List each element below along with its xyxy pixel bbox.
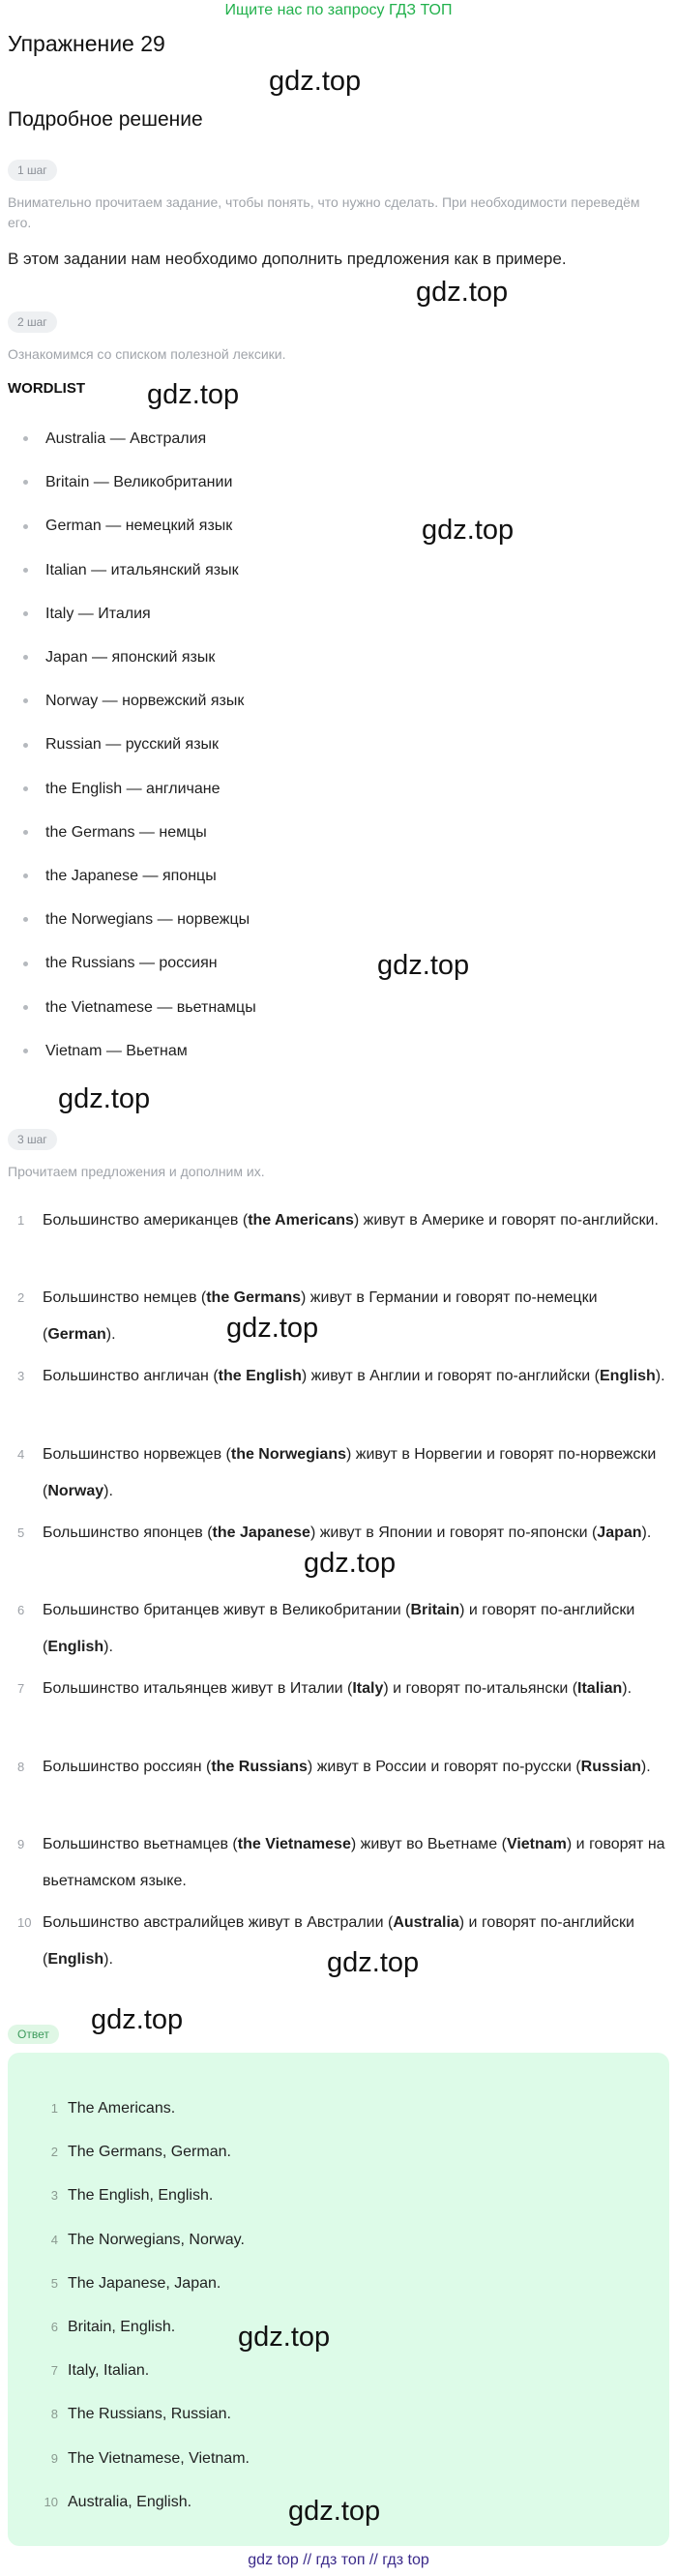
sentence-number: 10 bbox=[17, 1915, 32, 1930]
sentence-item bbox=[17, 1436, 667, 1510]
answer-number: 3 bbox=[50, 2188, 58, 2204]
sentence-fragment: ). bbox=[640, 1759, 651, 1775]
wordlist-item-text: the Norwegians — норвежцы bbox=[45, 911, 250, 929]
step-main-text: В этом задании нам необходимо дополнить предложения как в примере. bbox=[8, 250, 567, 268]
sentence-fragment: Большинство британцев живут в Великобритании ( bbox=[43, 1602, 411, 1618]
sentence-text bbox=[43, 1202, 667, 1239]
sentence-fragment: ). bbox=[641, 1525, 652, 1541]
bullet-icon bbox=[23, 611, 28, 616]
sentence-answer: English bbox=[600, 1368, 656, 1384]
bullet-icon bbox=[23, 698, 28, 703]
answer-number: 6 bbox=[50, 2320, 58, 2334]
wordlist-item-text: Vietnam — Вьетнам bbox=[45, 1042, 188, 1059]
sentence-fragment: Большинство вьетнамцев ( bbox=[43, 1836, 238, 1852]
step-description: Прочитаем предложения и дополним их. bbox=[8, 1164, 265, 1179]
sentence-number: 8 bbox=[17, 1760, 25, 1774]
answer-item bbox=[41, 2275, 221, 2293]
step-description: Внимательно прочитаем задание, чтобы понять, что нужно сделать. При необходимости переведём его. bbox=[8, 194, 640, 230]
answer-number: 10 bbox=[44, 2494, 58, 2509]
answer-number: 2 bbox=[50, 2145, 58, 2160]
answer-box bbox=[8, 2053, 669, 2546]
answer-text: Australia, English. bbox=[68, 2493, 192, 2510]
sentence-fragment: ) и говорят по-английски ( bbox=[43, 1602, 635, 1655]
sentence-text bbox=[43, 1826, 667, 1900]
answer-item bbox=[41, 2187, 213, 2205]
sentence-item bbox=[17, 1280, 667, 1353]
bullet-icon bbox=[23, 436, 28, 441]
step-badge: 1 шаг bbox=[8, 160, 57, 181]
bullet-icon bbox=[23, 480, 28, 485]
watermark: gdz.top bbox=[327, 1947, 420, 1978]
answer-text: The Americans. bbox=[68, 2100, 176, 2117]
wordlist-item-text: Russian — русский язык bbox=[45, 736, 220, 754]
bullet-icon bbox=[23, 1049, 28, 1053]
step-badge: 2 шаг bbox=[8, 311, 57, 333]
sentence-text bbox=[43, 1280, 667, 1353]
sentence-number: 6 bbox=[17, 1603, 25, 1617]
sentence-item bbox=[17, 1671, 667, 1707]
answer-number: 7 bbox=[50, 2363, 58, 2379]
sentence-item bbox=[17, 1749, 667, 1786]
sentence-fragment: ) и говорят по-итальянски ( bbox=[383, 1680, 578, 1697]
sentence-answer: the Americans bbox=[248, 1212, 354, 1229]
sentence-fragment: ) живут в Америке и говорят по-английски. bbox=[353, 1212, 659, 1229]
sentence-answer: the Norwegians bbox=[230, 1446, 346, 1463]
wordlist-item-text: the Vietnamese — вьетнамцы bbox=[45, 998, 256, 1016]
sentence-item bbox=[17, 1515, 667, 1552]
top-banner[interactable]: Ищите нас по запросу ГДЗ ТОП bbox=[224, 2, 453, 18]
sentence-answer: Japan bbox=[597, 1525, 642, 1541]
bullet-icon bbox=[23, 1005, 28, 1010]
answer-item bbox=[41, 2494, 191, 2511]
wordlist-item-text: German — немецкий язык bbox=[45, 518, 233, 535]
sentence-answer: Vietnam bbox=[506, 1836, 567, 1852]
wordlist-item bbox=[23, 1043, 188, 1060]
sentence-answer: Australia bbox=[393, 1914, 459, 1931]
sentence-answer: English bbox=[47, 1639, 104, 1655]
sentence-text bbox=[43, 1358, 667, 1395]
answer-badge: Ответ bbox=[8, 2025, 59, 2044]
wordlist-item bbox=[23, 474, 232, 491]
wordlist-item-text: Italian — итальянский язык bbox=[45, 561, 239, 578]
sentence-fragment: Большинство австралийцев живут в Австралии ( bbox=[43, 1914, 394, 1931]
wordlist-item-text: Australia — Австралия bbox=[45, 430, 207, 447]
wordlist-item-text: the Japanese — японцы bbox=[45, 868, 217, 884]
answer-item bbox=[41, 2406, 231, 2423]
answer-item bbox=[41, 2144, 231, 2161]
wordlist-item bbox=[23, 736, 219, 754]
sentence-answer: the English bbox=[218, 1368, 302, 1384]
answer-item bbox=[41, 2362, 149, 2380]
bullet-icon bbox=[23, 743, 28, 748]
answer-number: 5 bbox=[50, 2275, 58, 2291]
wordlist-item-text: Britain — Великобритании bbox=[45, 474, 233, 491]
sentence-number: 4 bbox=[17, 1447, 25, 1462]
sentence-fragment: ) живут во Вьетнаме ( bbox=[350, 1836, 507, 1852]
answer-number: 8 bbox=[50, 2407, 58, 2422]
wordlist-item bbox=[23, 649, 215, 666]
sentence-number: 2 bbox=[17, 1290, 25, 1305]
answer-text: The Russians, Russian. bbox=[68, 2406, 231, 2423]
sentence-item bbox=[17, 1826, 667, 1900]
wordlist-title: WORDLIST bbox=[8, 380, 85, 397]
answer-number: 1 bbox=[50, 2101, 58, 2116]
sentence-answer: the Vietnamese bbox=[237, 1836, 351, 1852]
answer-text: The English, English. bbox=[68, 2187, 214, 2205]
bullet-icon bbox=[23, 962, 28, 966]
sentence-fragment: Большинство норвежцев ( bbox=[43, 1446, 231, 1463]
sentence-number: 9 bbox=[17, 1837, 25, 1851]
sentence-item bbox=[17, 1202, 667, 1239]
sentence-fragment: ) живут в Японии и говорят по-японски ( bbox=[309, 1525, 598, 1541]
wordlist-item bbox=[23, 955, 218, 972]
bullet-icon bbox=[23, 917, 28, 922]
answer-text: The Japanese, Japan. bbox=[68, 2274, 221, 2292]
sentence-fragment: ) живут в Германии и говорят по-немецки ( bbox=[43, 1289, 598, 1343]
wordlist-item bbox=[23, 911, 250, 929]
sentence-text bbox=[43, 1515, 667, 1552]
watermark: gdz.top bbox=[304, 1548, 397, 1579]
wordlist-item-text: the Germans — немцы bbox=[45, 823, 207, 841]
sentence-fragment: ) живут в Англии и говорят по-английски ( bbox=[301, 1368, 600, 1384]
sentence-answer: the Russians bbox=[211, 1759, 308, 1775]
answer-text: Britain, English. bbox=[68, 2319, 176, 2335]
answer-item bbox=[41, 2319, 175, 2336]
sentence-answer: Britain bbox=[410, 1602, 460, 1618]
bullet-icon bbox=[23, 873, 28, 878]
sentence-fragment: ). bbox=[622, 1680, 633, 1697]
sentence-fragment: Большинство американцев ( bbox=[43, 1212, 249, 1229]
section-title: Подробное решение bbox=[8, 108, 203, 131]
sentence-fragment: ). bbox=[105, 1326, 116, 1343]
sentence-fragment: Большинство англичан ( bbox=[43, 1368, 219, 1384]
sentence-number: 1 bbox=[17, 1213, 25, 1228]
sentence-answer: Russian bbox=[580, 1759, 641, 1775]
sentence-text bbox=[43, 1436, 667, 1510]
wordlist-item-text: Italy — Италия bbox=[45, 605, 151, 622]
sentence-fragment: ). bbox=[103, 1951, 113, 1968]
sentence-item bbox=[17, 1358, 667, 1395]
wordlist-item bbox=[23, 430, 206, 448]
sentence-fragment: Большинство немцев ( bbox=[43, 1289, 207, 1306]
sentence-answer: Italy bbox=[352, 1680, 384, 1697]
watermark: gdz.top bbox=[58, 1083, 151, 1114]
sentence-number: 3 bbox=[17, 1369, 25, 1383]
sentence-fragment: ). bbox=[103, 1639, 113, 1655]
sentence-number: 5 bbox=[17, 1525, 25, 1540]
answer-text: The Norwegians, Norway. bbox=[68, 2231, 245, 2248]
wordlist-item-text: Japan — японский язык bbox=[45, 649, 216, 666]
watermark: gdz.top bbox=[147, 379, 240, 410]
step-badge: 3 шаг bbox=[8, 1129, 57, 1150]
watermark: gdz.top bbox=[269, 66, 362, 97]
page-title: Упражнение 29 bbox=[8, 31, 165, 56]
sentence-text bbox=[43, 1671, 667, 1707]
answer-number: 4 bbox=[50, 2232, 58, 2247]
sentence-answer: English bbox=[47, 1951, 104, 1968]
watermark: gdz.top bbox=[91, 2004, 184, 2035]
sentence-answer: the Germans bbox=[206, 1289, 302, 1306]
sentence-fragment: ). bbox=[103, 1483, 113, 1499]
wordlist-item-text: Norway — норвежский язык bbox=[45, 693, 245, 710]
sentence-fragment: ) живут в Норвегии и говорят по-норвежски ( bbox=[43, 1446, 657, 1499]
sentence-text bbox=[43, 1749, 667, 1786]
watermark: gdz.top bbox=[288, 2496, 381, 2527]
bullet-icon bbox=[23, 655, 28, 660]
sentence-answer: the Japanese bbox=[212, 1525, 310, 1541]
sentence-fragment: ) и говорят на вьетнамском языке. bbox=[43, 1836, 665, 1889]
sentence-fragment: ). bbox=[655, 1368, 665, 1384]
wordlist-item bbox=[23, 868, 217, 885]
wordlist-item bbox=[23, 518, 232, 535]
bullet-icon bbox=[23, 568, 28, 573]
wordlist-item bbox=[23, 606, 151, 623]
bullet-icon bbox=[23, 524, 28, 529]
bullet-icon bbox=[23, 830, 28, 835]
wordlist-item bbox=[23, 999, 256, 1017]
answer-text: The Germans, German. bbox=[68, 2144, 231, 2161]
sentence-fragment: Большинство итальянцев живут в Италии ( bbox=[43, 1680, 353, 1697]
wordlist-item bbox=[23, 781, 221, 798]
sentence-fragment: Большинство россиян ( bbox=[43, 1759, 212, 1775]
answer-text: Italy, Italian. bbox=[68, 2362, 150, 2380]
wordlist-item-text: the English — англичане bbox=[45, 780, 221, 797]
watermark: gdz.top bbox=[238, 2322, 331, 2353]
wordlist-item-text: the Russians — россиян bbox=[45, 955, 218, 972]
sentence-fragment: Большинство японцев ( bbox=[43, 1525, 213, 1541]
wordlist-item bbox=[23, 824, 207, 842]
sentence-item bbox=[17, 1592, 667, 1666]
watermark: gdz.top bbox=[416, 277, 509, 308]
answer-item bbox=[41, 2450, 250, 2468]
bullet-icon bbox=[23, 786, 28, 791]
sentence-fragment: ) и говорят по-английски ( bbox=[43, 1914, 634, 1968]
sentence-answer: Norway bbox=[47, 1483, 104, 1499]
wordlist-item bbox=[23, 693, 244, 710]
answer-item bbox=[41, 2232, 245, 2249]
watermark: gdz.top bbox=[226, 1313, 319, 1344]
answer-number: 9 bbox=[50, 2450, 58, 2466]
sentence-number: 7 bbox=[17, 1681, 25, 1696]
watermark: gdz.top bbox=[422, 515, 515, 546]
wordlist-item bbox=[23, 562, 239, 579]
sentence-fragment: ) живут в России и говорят по-русски ( bbox=[307, 1759, 581, 1775]
answer-item bbox=[41, 2100, 175, 2117]
sentence-text bbox=[43, 1592, 667, 1666]
sentence-answer: German bbox=[47, 1326, 106, 1343]
step-description: Ознакомимся со списком полезной лексики. bbox=[8, 346, 286, 362]
watermark: gdz.top bbox=[377, 950, 470, 981]
sentence-answer: Italian bbox=[577, 1680, 623, 1697]
answer-text: The Vietnamese, Vietnam. bbox=[68, 2449, 250, 2467]
bottom-link[interactable]: gdz top // гдз топ // гдз top bbox=[248, 2552, 429, 2568]
